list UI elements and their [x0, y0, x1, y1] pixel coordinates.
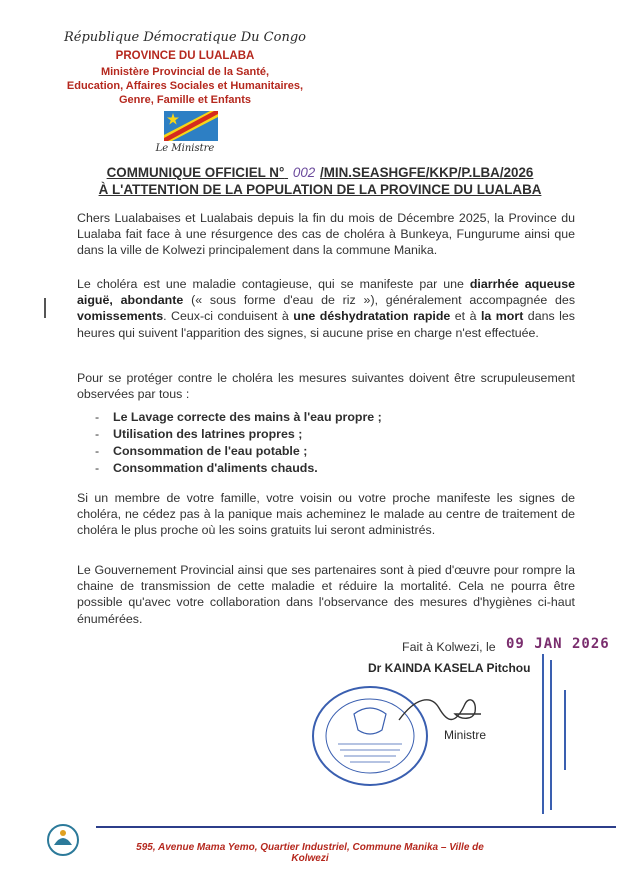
footer-divider: [96, 826, 616, 828]
p2-text-c: (« sous forme d'eau de riz »), généralement accompagnée des: [183, 293, 576, 308]
handwritten-reference-number: 002: [292, 165, 316, 180]
signer-role: Ministre: [444, 728, 487, 742]
communique-subtitle: [70, 182, 570, 197]
place-date-label: Fait à Kolwezi, le: [402, 640, 496, 654]
handwritten-signature-icon: [395, 690, 485, 730]
republic-heading: République Démocratique Du Congo: [64, 30, 306, 45]
province-logo-icon: [46, 821, 80, 859]
measure-item: - Consommation d'aliments chauds.: [95, 460, 382, 477]
p2-text-i: dans les heures qui suivent l'apparition des signes, si aucune prise en charge n'est effectuée.: [77, 309, 575, 340]
communique-title: [70, 165, 570, 180]
drc-flag-icon: [164, 111, 218, 141]
date-stamp: 09 JAN 2026: [506, 636, 610, 652]
measure-item: - Consommation de l'eau potable ;: [95, 443, 382, 460]
ministry-line-1: Ministère Provincial de la Santé,: [100, 66, 270, 78]
ministry-line-3: Genre, Famille et Enfants: [118, 94, 252, 106]
p2-bold-symptom: diarrhée aqueuse aiguë, abondante: [77, 277, 575, 308]
paragraph-intro: Chers Lualabaises et Lualabais depuis la fin du mois de Décembre 2025, la Province du Lualaba fait face à une résurgence des cas de choléra à Bunkeya, Fungurume ainsi que dans la ville de Kolwezi principalement dans la commune Manika.: [77, 211, 575, 258]
minister-caption: Le Ministre: [155, 143, 215, 154]
title-prefix: COMMUNIQUE OFFICIEL N°: [106, 165, 285, 180]
minister-name-stamp-icon: [520, 650, 590, 820]
measure-item: - Utilisation des latrines propres ;: [95, 426, 382, 443]
province-heading: PROVINCE DU LUALABA: [115, 50, 255, 62]
ministry-line-2: Education, Affaires Sociales et Humanitaires,: [66, 80, 304, 92]
paragraph-government: Le Gouvernement Provincial ainsi que ses partenaires sont à pied d'œuvre pour rompre la chaine de transmission de cette maladie et réduire la mortalité. Cela ne pourra être possible qu'avec votre collaboration dans l'observance des mesures d'hygiènes ci-haut énumérées.: [77, 563, 575, 626]
paragraph-protection-intro: Pour se protéger contre le choléra les mesures suivantes doivent être scrupuleusement observées par tous :: [77, 371, 575, 402]
measure-item: - Le Lavage correcte des mains à l'eau propre ;: [95, 409, 382, 426]
p2-bold-vomiting: vomissements: [77, 309, 164, 324]
p2-text-e: . Ceux-ci conduisent à: [163, 309, 294, 324]
subtitle-text: À L'ATTENTION DE LA POPULATION DE LA PROVINCE DU LUALABA: [98, 182, 542, 197]
title-suffix: /MIN.SEASHGFE/KKP/P.LBA/2026: [320, 165, 534, 180]
signer-name: Dr KAINDA KASELA Pitchou: [368, 661, 531, 675]
p2-text-g: et à: [450, 309, 481, 324]
measures-list: [95, 409, 382, 477]
margin-pen-mark: [44, 298, 46, 318]
paragraph-disease-description: [77, 276, 575, 341]
p2-bold-death: la mort: [480, 309, 524, 324]
ministry-heading: [60, 65, 310, 107]
p2-bold-dehydration: une déshydratation rapide: [293, 309, 451, 324]
p2-text-a: Le choléra est une maladie contagieuse, qui se manifeste par une: [77, 277, 470, 291]
footer-address: 595, Avenue Mama Yemo, Quartier Industriel, Commune Manika – Ville de Kolwezi: [136, 842, 484, 864]
paragraph-family-advice: Si un membre de votre famille, votre voisin ou votre proche manifeste les signes de choléra, ne cédez pas à la panique mais acheminez le malade au centre de traitement de choléra le plus proche où les soins gratuits lui seront administrés.: [77, 491, 575, 538]
